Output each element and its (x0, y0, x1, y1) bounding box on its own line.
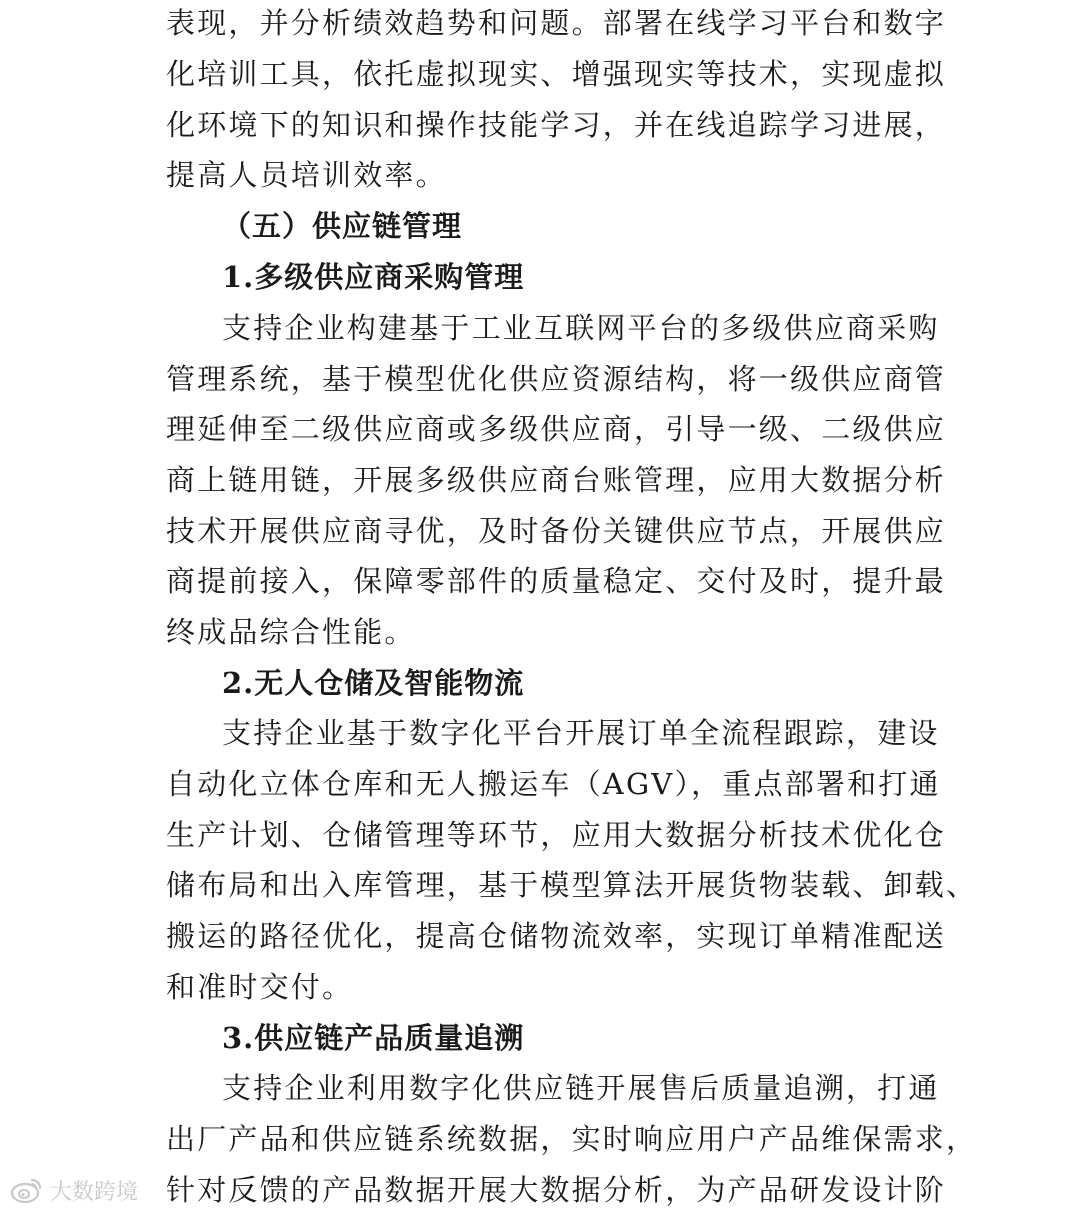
section-heading: （五）供应链管理 (222, 209, 463, 243)
subsection-heading: 1.多级供应商采购管理 (222, 260, 525, 294)
body-text-line: 终成品综合性能。 (166, 615, 416, 649)
subsection-heading: 2.无人仓储及智能物流 (222, 666, 525, 700)
body-text-line: 化环境下的知识和操作技能学习，并在线追踪学习进展， (166, 108, 947, 142)
body-text-line: 理延伸至二级供应商或多级供应商，引导一级、二级供应 (166, 412, 947, 446)
body-text-line: 管理系统，基于模型优化供应资源结构，将一级供应商管 (166, 362, 947, 396)
body-text-line: 商提前接入，保障零部件的质量稳定、交付及时，提升最 (166, 564, 947, 598)
body-text-line: 和准时交付。 (166, 970, 354, 1004)
body-text-line: 支持企业利用数字化供应链开展售后质量追溯，打通 (222, 1071, 940, 1105)
subsection-heading: 3.供应链产品质量追溯 (222, 1021, 525, 1055)
body-text-line: 出厂产品和供应链系统数据，实时响应用户产品维保需求， (166, 1122, 978, 1156)
body-text-line: 针对反馈的产品数据开展大数据分析，为产品研发设计阶 (166, 1173, 947, 1207)
body-text-line: 支持企业构建基于工业互联网平台的多级供应商采购 (222, 311, 940, 345)
body-text-line: 生产计划、仓储管理等环节，应用大数据分析技术优化仓 (166, 818, 947, 852)
body-text-line: 储布局和出入库管理，基于模型算法开展货物装载、卸载、 (166, 868, 978, 902)
body-text-line: 自动化立体仓库和无人搬运车（AGV），重点部署和打通 (166, 767, 941, 801)
body-text-line: 化培训工具，依托虚拟现实、增强现实等技术，实现虚拟 (166, 57, 947, 91)
watermark (10, 1172, 138, 1208)
weibo-logo-icon (10, 1175, 44, 1205)
body-text-line: 提高人员培训效率。 (166, 158, 447, 192)
body-text-line: 技术开展供应商寻优，及时备份关键供应节点，开展供应 (166, 514, 947, 548)
body-text-line: 商上链用链，开展多级供应商台账管理，应用大数据分析 (166, 463, 947, 497)
body-text-line: 支持企业基于数字化平台开展订单全流程跟踪，建设 (222, 716, 940, 750)
watermark-text: 大数跨境 (50, 1179, 139, 1205)
body-text-line: 搬运的路径优化，提高仓储物流效率，实现订单精准配送 (166, 919, 947, 953)
body-text-line: 表现，并分析绩效趋势和问题。部署在线学习平台和数字 (166, 6, 947, 40)
